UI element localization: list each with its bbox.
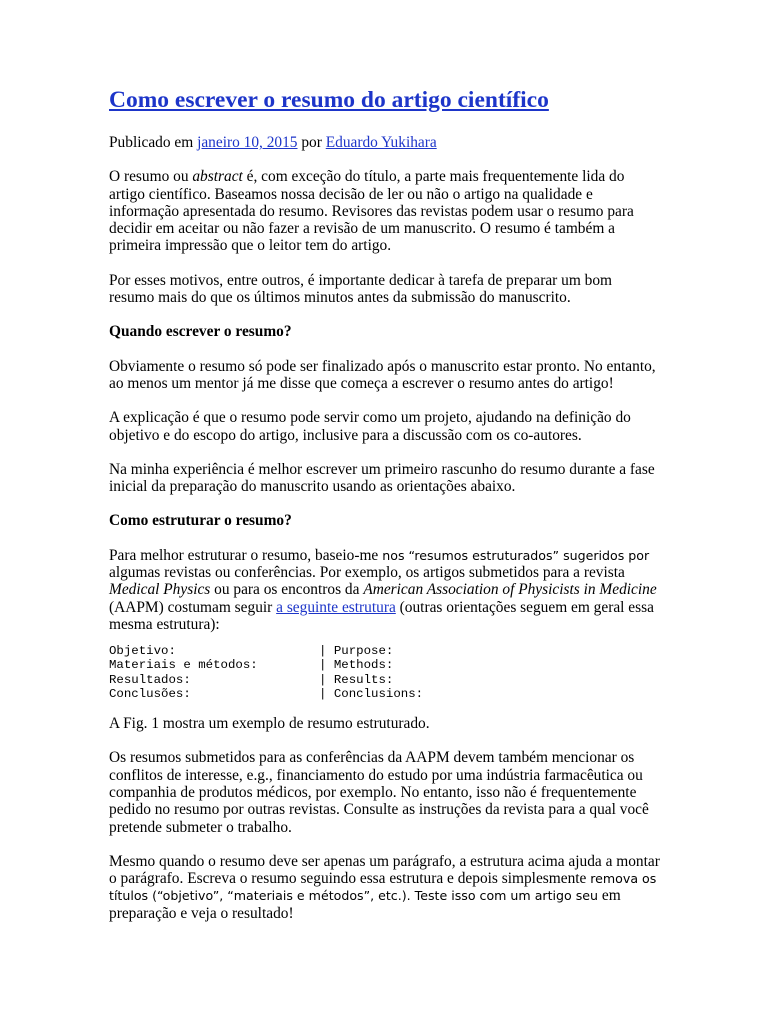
paragraph-intro — [109, 168, 661, 254]
structure-en: | Results: — [319, 672, 394, 687]
paragraph-aapm: Os resumos submetidos para as conferências da AAPM devem também mencionar os conflitos de interesse, e.g., financiamento do estudo por uma indústria farmacêutica ou companhia de produtos médicos, por exemplo. No entanto, isso não é frequentemente pedido no resumo por outras revistas. Consulte as instruções da revista para a qual você pretende submeter o trabalho. — [109, 749, 649, 836]
structure-pt: Materiais e métodos: — [109, 658, 258, 673]
article — [109, 86, 661, 939]
text-span: remova os títulos (“objetivo”, “materiais e métodos”, etc.). Teste isso com um artigo seu — [109, 871, 657, 904]
structure-en: | Conclusions: — [319, 686, 424, 701]
structure-pt: Resultados: — [109, 672, 191, 687]
article-meta — [109, 134, 661, 151]
text-span: nos “resumos estruturados” sugeridos por — [378, 547, 650, 563]
structure-en: | Purpose: — [319, 644, 394, 659]
association-name: American Association of Physicists in Medicine — [363, 581, 657, 599]
heading-quando: Quando escrever o resumo? — [109, 323, 292, 341]
structure-row — [109, 687, 661, 701]
paragraph-obviamente: Obviamente o resumo só pode ser finalizado após o manuscrito estar pronto. No entanto, ao menos um mentor já me disse que começa a escrever o resumo antes do artigo! — [109, 357, 656, 392]
text-span: Mesmo quando o resumo deve ser apenas um parágrafo, a estrutura acima ajuda a montar o parágrafo. Escreva o resumo seguindo essa estrutura e depois simplesmente — [109, 852, 660, 888]
journal-name: Medical Physics — [109, 581, 211, 599]
text-span: em preparação e veja o resultado! — [109, 887, 621, 922]
structure-row — [109, 644, 661, 658]
date-link[interactable]: janeiro 10, 2015 — [197, 134, 298, 151]
text-span: algumas revistas ou conferências. Por exemplo, os artigos submetidos para a revista — [109, 564, 625, 582]
structure-en: | Methods: — [319, 658, 394, 673]
structure-pt: Conclusões: — [109, 686, 191, 701]
structure-pt: Objetivo: — [109, 644, 176, 659]
text-span: (AAPM) costumam seguir — [109, 598, 277, 616]
article-title[interactable]: Como escrever o resumo do artigo científico — [109, 87, 549, 113]
paragraph-experiencia: Na minha experiência é melhor escrever um primeiro rascunho do resumo durante a fase inicial da preparação do manuscrito usando as orientações abaixo. — [109, 460, 655, 496]
structure-block — [109, 644, 661, 701]
heading-como: Como estruturar o resumo? — [109, 512, 292, 530]
structure-row — [109, 673, 661, 687]
text-span: Para melhor estruturar o resumo, baseio-me — [109, 546, 379, 564]
paragraph-explicacao: A explicação é que o resumo pode servir como um projeto, ajudando na definição do objetivo e do escopo do artigo, inclusive para a discussão com os co-autores. — [109, 409, 631, 444]
paragraph-mesmo — [109, 853, 661, 922]
paragraph-motives: Por esses motivos, entre outros, é importante dedicar à tarefa de preparar um bom resumo mais do que os últimos minutos antes da submissão do manuscrito. — [109, 271, 613, 307]
text-span: O resumo ou — [109, 168, 193, 186]
text-span: ou para os encontros da — [210, 581, 364, 599]
text-span: é, com exceção do título, a parte mais frequentemente lida do artigo científico. Baseamos nossa decisão de ler ou não o artigo na qualidade e informação apresentada do resumo. Revisores das revistas podem usar o resumo para decidir em aceitar ou não fazer a revisão de um manuscrito. O resumo é também a primeira impressão que o leitor tem do artigo. — [109, 168, 634, 255]
paragraph-fig1: A Fig. 1 mostra um exemplo de resumo estruturado. — [109, 715, 430, 733]
author-link[interactable]: Eduardo Yukihara — [325, 134, 437, 151]
text-span: (outras orientações seguem em geral essa mesma estrutura): — [109, 598, 654, 633]
meta-prefix: Publicado em — [109, 134, 198, 151]
paragraph-estrutura — [109, 547, 661, 633]
meta-by: por — [297, 134, 326, 151]
abstract-term: abstract — [192, 168, 243, 186]
structure-row — [109, 658, 661, 672]
structure-link[interactable]: a seguinte estrutura — [276, 598, 396, 616]
